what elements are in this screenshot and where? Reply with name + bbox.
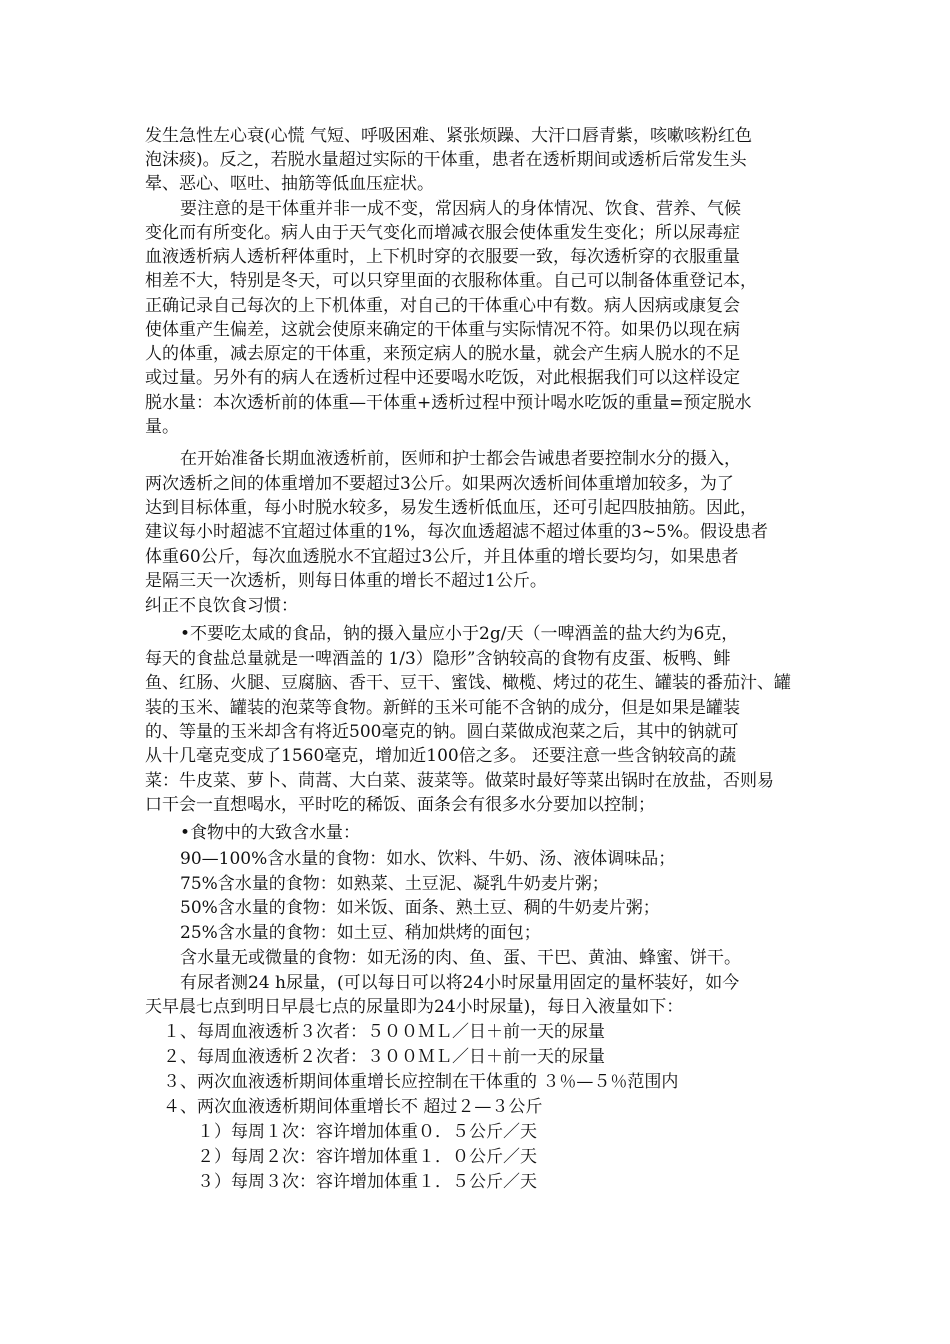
text-line: 菜：牛皮菜、萝卜、茼蒿、大白菜、菠菜等。做菜时最好等菜出锅时在放盐，否则易 [145,771,774,791]
water-content-item: 90—100%含水量的食物：如水、饮料、牛奶、汤、液体调味品； [180,849,676,869]
text-line: 发生急性左心衰(心慌 气短、呼吸困难、紧张烦躁、大汗口唇青紫，咳嗽咳粉红色 [145,126,753,146]
text-line: 泡沫痰)。反之，若脱水量超过实际的干体重，患者在透析期间或透析后常发生头 [145,150,747,170]
paragraph-first-line: 要注意的是干体重并非一成不变，常因病人的身体情况、饮食、营养、气候 [180,199,741,219]
text-line: 相差不大，特别是冬天，可以只穿里面的衣服称体重。自己可以制备体重登记本， [145,271,757,291]
list-item: ２、每周血液透析２次者：３００ＭＬ／日＋前一天的尿量 [163,1047,605,1067]
bullet-item: •不要吃太咸的食品，钠的摄入量应小于2g/天（一啤酒盖的盐大约为6克， [180,624,739,644]
text-line: 使体重产生偏差，这就会使原来确定的干体重与实际情况不符。如果仍以现在病 [145,320,740,340]
text-line: 晕、恶心、呕吐、抽筋等低血压症状。 [145,174,434,194]
water-content-item: 25%含水量的食物：如土豆、稍加烘烤的面包； [180,923,541,943]
text-line: 体重60公斤，每次血透脱水不宜超过3公斤，并且体重的增长要均匀，如果患者 [145,547,739,567]
text-line: 天早晨七点到明日早晨七点的尿量即为24小时尿量)，每日入液量如下： [145,997,684,1017]
bullet-item: •食物中的大致含水量： [180,823,361,843]
water-content-item: 含水量无或微量的食物：如无汤的肉、鱼、蛋、干巴、黄油、蜂蜜、饼干。 [180,948,741,968]
text-line: 是隔三天一次透析，则每日体重的增长不超过1公斤。 [145,571,547,591]
text-line: 从十几毫克变成了1560毫克，增加近100倍之多。 还要注意一些含钠较高的蔬 [145,746,737,766]
text-line: 脱水量：本次透析前的体重—干体重+透析过程中预计喝水吃饭的重量=预定脱水 [145,393,752,413]
text-line: 每天的食盐总量就是一啤酒盖的 1/3）隐形”含钠较高的食物有皮蛋、板鸭、鲱 [145,649,731,669]
text-line: 两次透析之间的体重增加不要超过3公斤。如果两次透析间体重增加较多，为了 [145,474,734,494]
text-line: 鱼、红肠、火腿、豆腐脑、香干、豆干、蜜饯、橄榄、烤过的花生、罐装的番茄汁、罐 [145,673,791,693]
text-line: 建议每小时超滤不宜超过体重的1%，每次血透超滤不超过体重的3~5%。假设患者 [145,522,768,542]
paragraph-first-line: 在开始准备长期血液透析前，医师和护士都会告诫患者要控制水分的摄入， [180,449,741,469]
text-line: 达到目标体重，每小时脱水较多，易发生透析低血压，还可引起四肢抽筋。因此， [145,498,757,518]
text-line: 或过量。另外有的病人在透析过程中还要喝水吃饭，对此根据我们可以这样设定 [145,368,740,388]
sub-list-item: ３）每周３次：容许增加体重１．５公斤／天 [197,1172,537,1192]
section-heading: 纠正不良饮食习惯： [145,596,298,616]
paragraph-first-line: 有尿者测24 h尿量，(可以每日可以将24小时尿量用固定的量杯装好，如今 [180,973,740,993]
text-line: 变化而有所变化。病人由于天气变化而增减衣服会使体重发生变化；所以尿毒症 [145,223,740,243]
text-line: 的、等量的玉米却含有将近500毫克的钠。圆白菜做成泡菜之后，其中的钠就可 [145,722,739,742]
text-line: 正确记录自己每次的上下机体重，对自己的干体重心中有数。病人因病或康复会 [145,296,740,316]
text-line: 口干会一直想喝水，平时吃的稀饭、面条会有很多水分要加以控制； [145,795,655,815]
sub-list-item: ２）每周２次：容许增加体重１．０公斤／天 [197,1147,537,1167]
list-item: ３、两次血液透析期间体重增长应控制在干体重的 ３％—５％范围内 [163,1072,679,1092]
text-line: 装的玉米、罐装的泡菜等食物。新鲜的玉米可能不含钠的成分，但是如果是罐装 [145,698,740,718]
text-line: 人的体重，减去原定的干体重，来预定病人的脱水量，就会产生病人脱水的不足 [145,344,740,364]
water-content-item: 75%含水量的食物：如熟菜、土豆泥、凝乳牛奶麦片粥； [180,874,609,894]
sub-list-item: １）每周１次：容许增加体重０．５公斤／天 [197,1122,537,1142]
list-item: １、每周血液透析３次者：５００ＭＬ／日＋前一天的尿量 [163,1022,605,1042]
water-content-item: 50%含水量的食物：如米饭、面条、熟土豆、稠的牛奶麦片粥； [180,898,660,918]
list-item: ４、两次血液透析期间体重增长不 超过２—３公斤 [163,1097,543,1117]
text-line: 量。 [145,417,179,437]
text-line: 血液透析病人透析秤体重时，上下机时穿的衣服要一致，每次透析穿的衣服重量 [145,247,740,267]
